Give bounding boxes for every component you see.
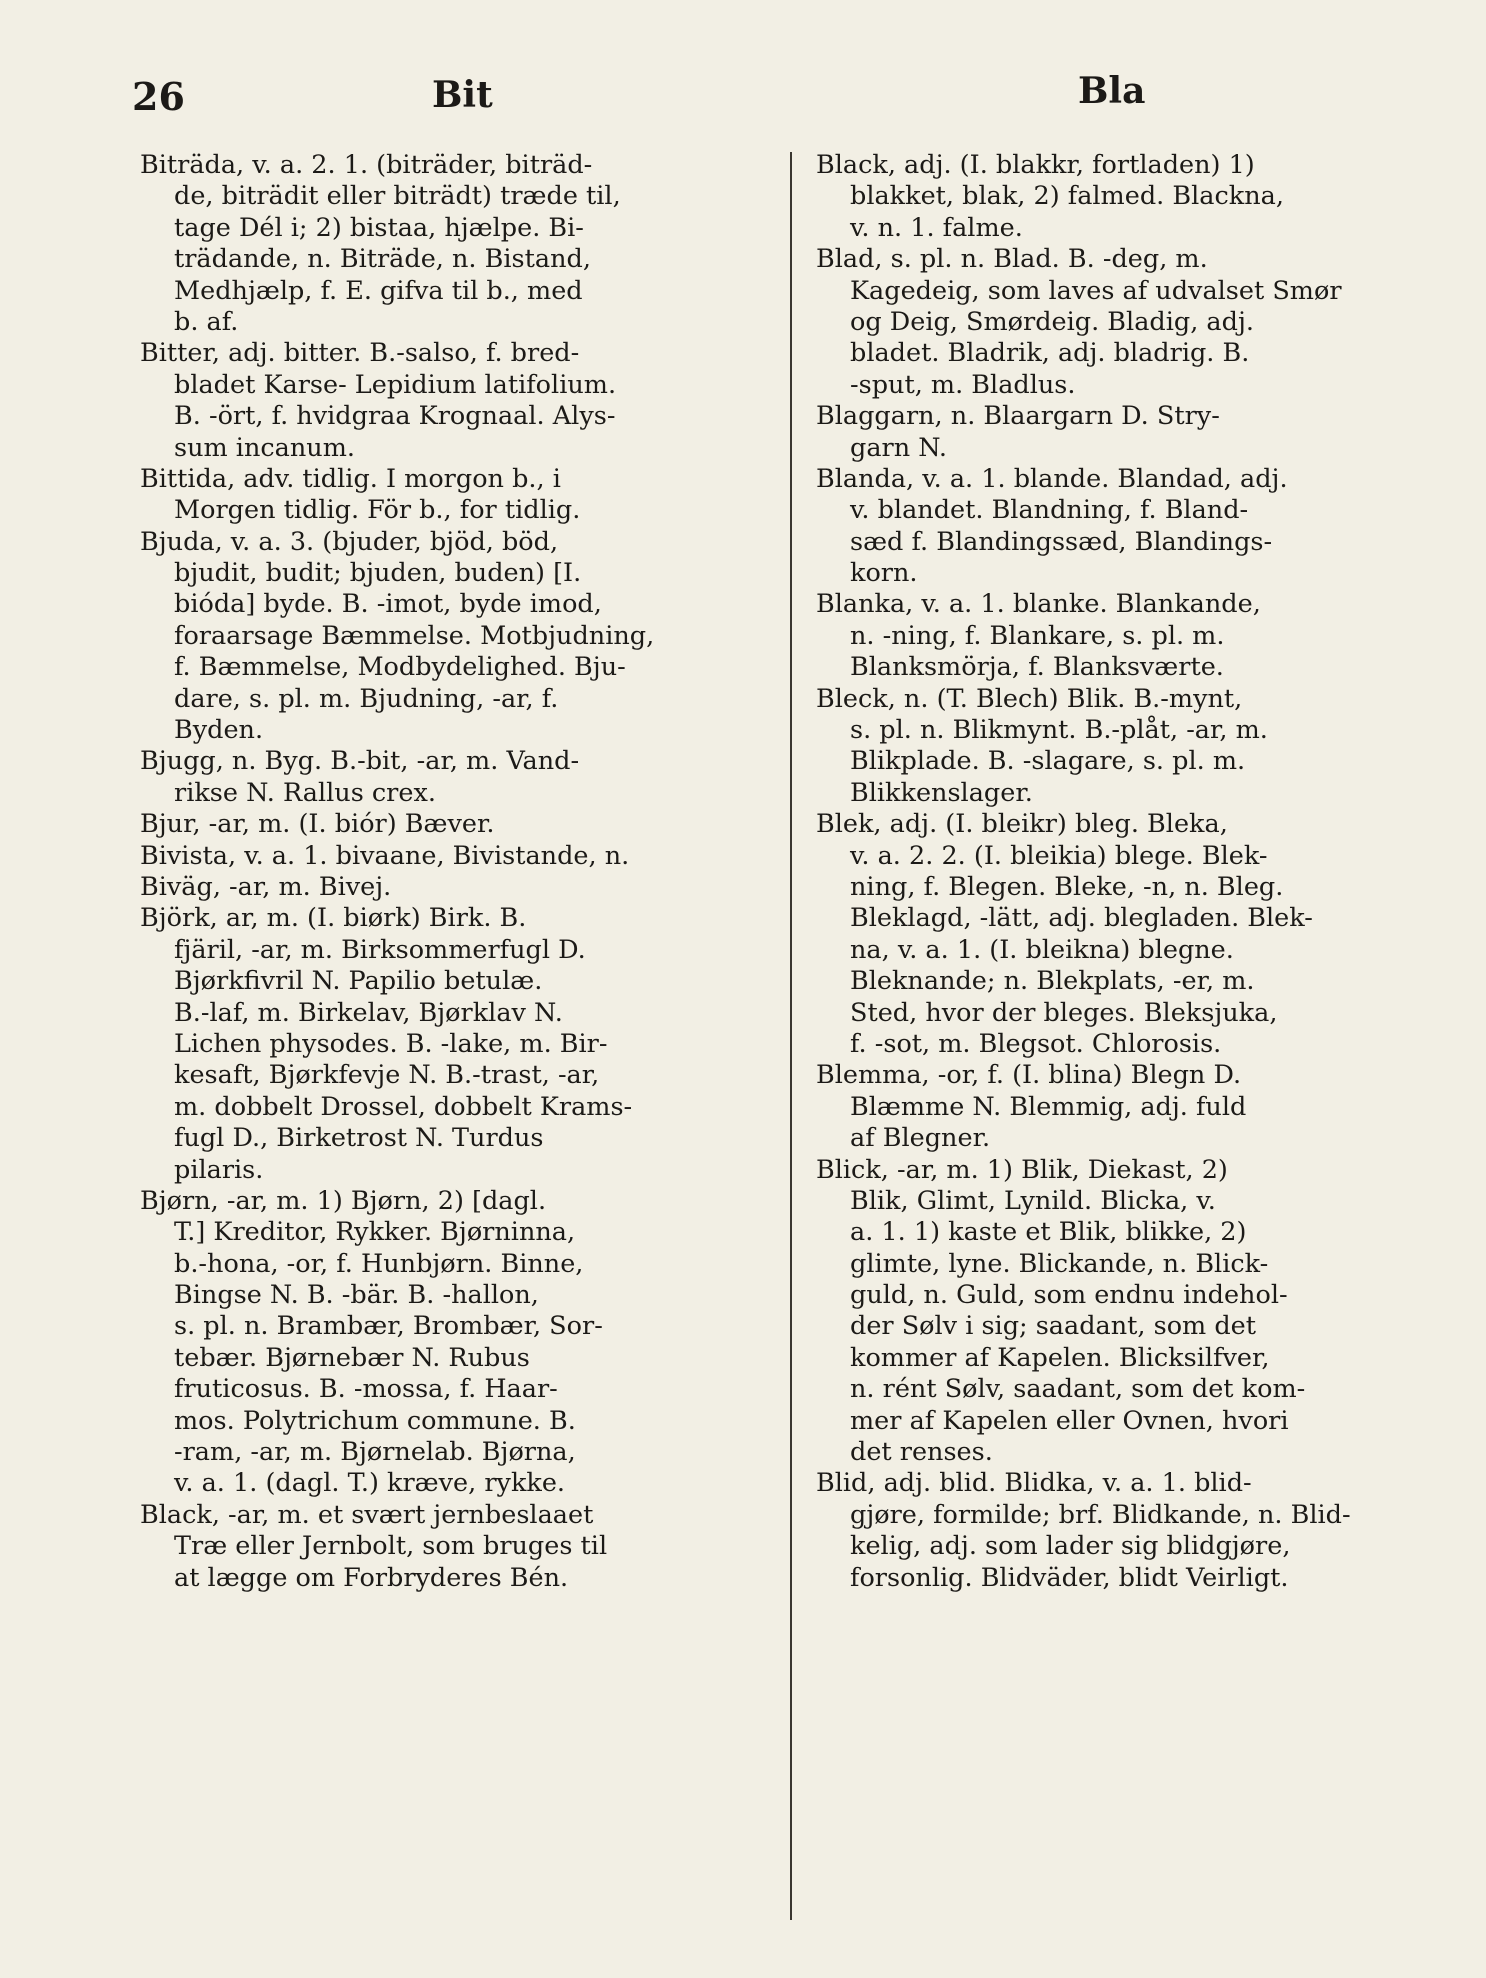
entry-line: Biträda, v. a. 2. 1. (biträder, biträd-: [140, 150, 593, 180]
entry-line: Blanksmörja, f. Blanksværte.: [850, 652, 1224, 683]
entry-line: Björk, ar, m. (I. biørk) Birk. B.: [140, 903, 527, 934]
entry-line: ning, f. Blegen. Bleke, -n, n. Bleg.: [850, 871, 1284, 902]
entry-line: de, biträdit eller biträdt) træde til,: [174, 181, 621, 212]
entry-line: Black, adj. (I. blakkr, fortladen) 1): [816, 150, 1255, 180]
entry-line: Bitter, adj. bitter. B.-salso, f. bred-: [140, 338, 580, 369]
entry-line: Lichen physodes. B. -lake, m. Bir-: [174, 1028, 608, 1059]
entry-line: korn.: [850, 558, 918, 589]
entry-line: a. 1. 1) kaste et Blik, blikke, 2): [850, 1217, 1247, 1248]
entry-line: n. rént Sølv, saadant, som det kom-: [850, 1374, 1306, 1405]
entry-line: Bleklagd, -lätt, adj. blegladen. Blek-: [850, 903, 1313, 934]
left-column: [140, 150, 775, 1594]
entry-line: foraarsage Bæmmelse. Motbjudning,: [174, 620, 655, 651]
entry-line: blakket, blak, 2) falmed. Blackna,: [850, 181, 1284, 212]
entry-line: s. pl. n. Blikmynt. B.-plåt, -ar, m.: [850, 715, 1268, 746]
entry-line: bladet. Bladrik, adj. bladrig. B.: [850, 338, 1250, 369]
entry-line: Blek, adj. (I. bleikr) bleg. Bleka,: [816, 809, 1228, 840]
entry-line: f. -sot, m. Blegsot. Chlorosis.: [850, 1028, 1222, 1059]
entry-line: b.-hona, -or, f. Hunbjørn. Binne,: [174, 1248, 584, 1279]
entry-line: b. af.: [174, 306, 239, 337]
entry-line: trädande, n. Biträde, n. Bistand,: [174, 244, 591, 275]
entry-line: kelig, adj. som lader sig blidgjøre,: [850, 1531, 1291, 1562]
page-header: [0, 62, 1486, 122]
entry-line: Biväg, -ar, m. Bivej.: [140, 871, 392, 902]
entry-line: Byden.: [174, 715, 264, 746]
entry-line: Blæmme N. Blemmig, adj. fuld: [850, 1091, 1247, 1122]
entry-line: glimte, lyne. Blickande, n. Blick-: [850, 1248, 1269, 1279]
entry-line: mos. Polytrichum commune. B.: [174, 1405, 576, 1436]
entry-line: Bivista, v. a. 1. bivaane, Bivistande, n.: [140, 840, 630, 871]
entry-line: n. -ning, f. Blankare, s. pl. m.: [850, 620, 1225, 651]
entry-line: Bleck, n. (T. Blech) Blik. B.-mynt,: [816, 683, 1243, 714]
entry-line: B. -ört, f. hvidgraa Krognaal. Alys-: [174, 401, 616, 432]
entry-line: Sted, hvor der bleges. Bleksjuka,: [850, 997, 1278, 1028]
entry-line: Bingse N. B. -bär. B. -hallon,: [174, 1280, 539, 1311]
entry-line: sum incanum.: [174, 432, 355, 463]
entry-line: Medhjælp, f. E. gifva til b., med: [174, 275, 583, 306]
entry-line: Blad, s. pl. n. Blad. B. -deg, m.: [816, 244, 1208, 275]
entry-line: kommer af Kapelen. Blicksilfver,: [850, 1342, 1270, 1373]
entry-line: rikse N. Rallus crex.: [174, 777, 436, 808]
entry-line: T.] Kreditor, Rykker. Bjørninna,: [174, 1217, 576, 1248]
entry-line: Bjørkfivril N. Papilio betulæ.: [174, 966, 543, 997]
guide-word-right: Bla: [1078, 70, 1146, 112]
entry-line: Blikplade. B. -slagare, s. pl. m.: [850, 746, 1246, 777]
entry-line: -ram, -ar, m. Bjørnelab. Bjørna,: [174, 1437, 576, 1468]
entry-line: Blik, Glimt, Lynild. Blicka, v.: [850, 1185, 1216, 1216]
entry-line: bjudit, budit; bjuden, buden) [I.: [174, 558, 582, 589]
entry-line: Black, -ar, m. et svært jernbeslaaet: [140, 1499, 594, 1530]
right-column: [816, 150, 1456, 1594]
entry-line: na, v. a. 1. (I. bleikna) blegne.: [850, 934, 1234, 965]
entry-line: at lægge om Forbryderes Bén.: [174, 1562, 569, 1593]
entry-line: forsonlig. Blidväder, blidt Veirligt.: [850, 1562, 1289, 1593]
entry-line: f. Bæmmelse, Modbydelighed. Bju-: [174, 652, 626, 683]
entry-line: -sput, m. Bladlus.: [850, 369, 1076, 400]
entry-line: Bjørn, -ar, m. 1) Bjørn, 2) [dagl.: [140, 1185, 547, 1216]
entry-line: v. a. 2. 2. (I. bleikia) blege. Blek-: [850, 840, 1268, 871]
column-divider: [790, 152, 792, 1920]
entry-line: fruticosus. B. -mossa, f. Haar-: [174, 1374, 558, 1405]
entry-line: fugl D., Birketrost N. Turdus: [174, 1123, 544, 1154]
entry-line: der Sølv i sig; saadant, som det: [850, 1311, 1257, 1342]
entry-line: Bjuda, v. a. 3. (bjuder, bjöd, böd,: [140, 526, 559, 557]
entry-line: v. n. 1. falme.: [850, 212, 1023, 243]
entry-line: v. a. 1. (dagl. T.) kræve, rykke.: [174, 1468, 566, 1499]
entry-line: Bleknande; n. Blekplats, -er, m.: [850, 966, 1255, 997]
entry-line: Morgen tidlig. För b., for tidlig.: [174, 495, 581, 526]
entry-line: Bjugg, n. Byg. B.-bit, -ar, m. Vand-: [140, 746, 580, 777]
entry-line: og Deig, Smørdeig. Bladig, adj.: [850, 306, 1254, 337]
entry-line: sæd f. Blandingssæd, Blandings-: [850, 526, 1273, 557]
entry-line: tebær. Bjørnebær N. Rubus: [174, 1342, 530, 1373]
guide-word-left: Bit: [432, 74, 493, 116]
entry-line: Bjur, -ar, m. (I. biór) Bæver.: [140, 809, 495, 840]
entry-line: det renses.: [850, 1437, 993, 1468]
entry-line: guld, n. Guld, som endnu indehol-: [850, 1280, 1288, 1311]
entry-line: Blid, adj. blid. Blidka, v. a. 1. blid-: [816, 1468, 1252, 1499]
entry-line: fjäril, -ar, m. Birksommerfugl D.: [174, 934, 586, 965]
entry-line: Blanka, v. a. 1. blanke. Blankande,: [816, 589, 1261, 620]
entry-line: Blick, -ar, m. 1) Blik, Diekast, 2): [816, 1154, 1228, 1185]
entry-line: tage Dél i; 2) bistaa, hjælpe. Bi-: [174, 212, 584, 243]
entry-line: v. blandet. Blandning, f. Bland-: [850, 495, 1249, 526]
entry-line: Blaggarn, n. Blaargarn D. Stry-: [816, 401, 1220, 432]
entry-line: gjøre, formilde; brf. Blidkande, n. Blid-: [850, 1499, 1351, 1530]
entry-line: m. dobbelt Drossel, dobbelt Krams-: [174, 1091, 633, 1122]
entry-line: B.-laf, m. Birkelav, Bjørklav N.: [174, 997, 563, 1028]
entry-line: pilaris.: [174, 1154, 264, 1185]
entry-line: garn N.: [850, 432, 948, 463]
entry-line: Blemma, -or, f. (I. blina) Blegn D.: [816, 1060, 1242, 1091]
entry-line: af Blegner.: [850, 1123, 991, 1154]
entry-line: Kagedeig, som laves af udvalset Smør: [850, 275, 1342, 306]
entry-line: bióda] byde. B. -imot, byde imod,: [174, 589, 602, 620]
entry-line: s. pl. n. Brambær, Brombær, Sor-: [174, 1311, 603, 1342]
entry-line: dare, s. pl. m. Bjudning, -ar, f.: [174, 683, 559, 714]
entry-line: bladet Karse- Lepidium latifolium.: [174, 369, 617, 400]
entry-line: Bittida, adv. tidlig. I morgon b., i: [140, 463, 561, 494]
entry-line: kesaft, Bjørkfevje N. B.-trast, -ar,: [174, 1060, 600, 1091]
entry-line: Træ eller Jernbolt, som bruges til: [174, 1531, 608, 1562]
entry-line: Blanda, v. a. 1. blande. Blandad, adj.: [816, 463, 1288, 494]
entry-line: mer af Kapelen eller Ovnen, hvori: [850, 1405, 1289, 1436]
page-number: 26: [132, 74, 185, 119]
entry-line: Blikkenslager.: [850, 777, 1033, 808]
